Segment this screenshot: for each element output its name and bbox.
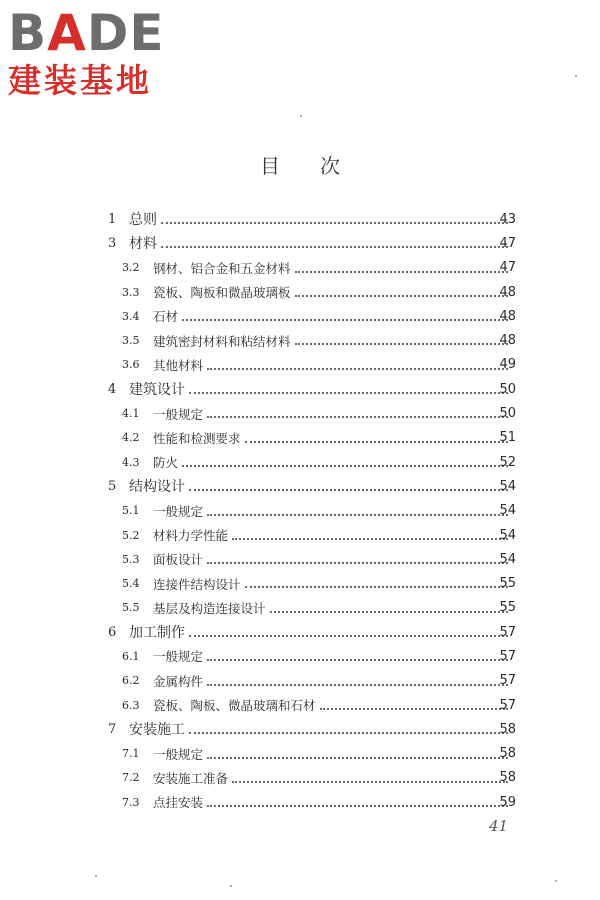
toc-entry-page: 57 bbox=[499, 624, 516, 640]
toc-entry-page: 55 bbox=[499, 576, 516, 592]
toc-leader-dots bbox=[270, 611, 508, 613]
toc-entry-page: 43 bbox=[499, 211, 516, 227]
toc-chapter-entry bbox=[0, 717, 600, 741]
toc-section-entry bbox=[0, 644, 600, 668]
toc-leader-dots bbox=[189, 392, 508, 394]
toc-entry-title: 其他材料 bbox=[153, 357, 204, 373]
toc-entry-page: 57 bbox=[499, 673, 516, 689]
toc-entry-page: 48 bbox=[499, 308, 516, 324]
toc-entry-page: 54 bbox=[499, 551, 516, 567]
toc-entry-title: 安装施工 bbox=[129, 722, 185, 739]
toc-section-entry bbox=[0, 499, 600, 523]
toc-leader-dots bbox=[207, 659, 508, 661]
toc-entry-title: 瓷板、陶板和微晶玻璃板 bbox=[153, 285, 291, 301]
toc-entry-number: 5.1 bbox=[122, 504, 140, 518]
toc-entry-number: 6 bbox=[108, 624, 117, 640]
toc-entry-title: 钢材、铝合金和五金材料 bbox=[153, 260, 291, 276]
toc-entry-number: 4.2 bbox=[122, 431, 140, 445]
toc-entry-page: 54 bbox=[499, 478, 516, 494]
toc-entry-title: 瓷板、陶板、微晶玻璃和石材 bbox=[153, 698, 316, 714]
toc-leader-dots bbox=[295, 295, 508, 297]
toc-leader-dots bbox=[320, 708, 508, 710]
toc-section-entry bbox=[0, 523, 600, 547]
toc-entry-number: 5.4 bbox=[122, 577, 140, 591]
toc-entry-number: 6.3 bbox=[122, 698, 140, 712]
toc-entry-number: 6.2 bbox=[122, 674, 140, 688]
toc-leader-dots bbox=[232, 538, 508, 540]
toc-entry-page: 48 bbox=[499, 333, 516, 349]
toc-entry-number: 3.5 bbox=[122, 334, 140, 348]
scan-speck bbox=[300, 115, 302, 117]
toc-entry-title: 防火 bbox=[153, 455, 179, 471]
toc-entry-page: 48 bbox=[499, 284, 516, 300]
toc-leader-dots bbox=[295, 271, 508, 273]
toc-entry-title: 加工制作 bbox=[129, 625, 185, 642]
toc-entry-title: 面板设计 bbox=[153, 552, 204, 568]
toc-chapter-entry bbox=[0, 620, 600, 644]
toc-entry-page: 47 bbox=[499, 235, 516, 251]
toc-entry-number: 4.3 bbox=[122, 455, 140, 469]
toc-section-entry bbox=[0, 450, 600, 474]
toc-entry-title: 一般规定 bbox=[153, 503, 204, 519]
toc-leader-dots bbox=[232, 781, 508, 783]
toc-entry-number: 6.1 bbox=[122, 649, 140, 663]
toc-section-entry bbox=[0, 571, 600, 595]
toc-leader-dots bbox=[207, 562, 508, 564]
toc-entry-number: 3.4 bbox=[122, 309, 140, 323]
logo-subtitle: 建装基地 bbox=[8, 61, 152, 100]
toc-leader-dots bbox=[182, 319, 508, 321]
toc-entry-title: 材料力学性能 bbox=[153, 528, 229, 543]
toc-entry-number: 5 bbox=[108, 478, 117, 494]
toc-section-entry bbox=[0, 742, 600, 766]
toc-entry-number: 3.6 bbox=[122, 358, 140, 372]
toc-leader-dots bbox=[207, 684, 508, 686]
toc-entry-page: 54 bbox=[499, 527, 516, 543]
toc-entry-title: 一般规定 bbox=[153, 406, 204, 422]
toc-entry-title: 基层及构造连接设计 bbox=[153, 600, 266, 616]
scan-speck bbox=[230, 885, 232, 887]
toc-entry-page: 55 bbox=[499, 600, 516, 616]
toc-leader-dots bbox=[189, 732, 508, 734]
toc-leader-dots bbox=[207, 368, 508, 370]
toc-leader-dots bbox=[207, 416, 508, 418]
toc-entry-number: 4 bbox=[108, 381, 117, 397]
toc-entry-page: 49 bbox=[499, 357, 516, 373]
toc-entry-number: 7 bbox=[108, 721, 117, 737]
scan-speck bbox=[575, 75, 577, 77]
bade-logo bbox=[8, 6, 188, 100]
toc-entry-title: 结构设计 bbox=[129, 479, 185, 496]
toc-entry-number: 7.2 bbox=[122, 771, 140, 785]
toc-section-entry bbox=[0, 280, 600, 304]
toc-leader-dots bbox=[182, 465, 508, 467]
toc-entry-number: 1 bbox=[108, 211, 117, 227]
page-number: 41 bbox=[489, 817, 509, 835]
toc-leader-dots bbox=[189, 635, 508, 637]
logo-letters-de: DE bbox=[86, 4, 165, 62]
toc-entry-number: 5.3 bbox=[122, 552, 140, 566]
scan-speck bbox=[555, 880, 557, 882]
logo-wordmark bbox=[8, 6, 188, 60]
toc-entry-page: 58 bbox=[499, 770, 516, 786]
toc-entry-title: 点挂安装 bbox=[153, 795, 204, 811]
toc-section-entry bbox=[0, 304, 600, 328]
toc-entry-title: 一般规定 bbox=[153, 746, 204, 762]
toc-section-entry bbox=[0, 256, 600, 280]
toc-leader-dots bbox=[245, 586, 508, 588]
table-of-contents bbox=[0, 207, 600, 814]
toc-entry-number: 3.3 bbox=[122, 285, 140, 299]
toc-section-entry bbox=[0, 669, 600, 693]
toc-entry-page: 57 bbox=[499, 648, 516, 664]
toc-chapter-entry bbox=[0, 231, 600, 255]
toc-entry-number: 3.2 bbox=[122, 261, 140, 275]
toc-entry-page: 50 bbox=[499, 406, 516, 422]
toc-entry-number: 4.1 bbox=[122, 407, 140, 421]
toc-leader-dots bbox=[161, 246, 508, 248]
toc-entry-title: 建筑设计 bbox=[129, 382, 185, 399]
toc-entry-page: 50 bbox=[499, 381, 516, 397]
logo-letter-a: A bbox=[47, 4, 87, 62]
toc-entry-title: 连接件结构设计 bbox=[153, 576, 241, 592]
toc-section-entry bbox=[0, 401, 600, 425]
toc-chapter-entry bbox=[0, 207, 600, 231]
toc-entry-page: 59 bbox=[499, 794, 516, 810]
toc-entry-title: 石材 bbox=[153, 309, 179, 325]
toc-section-entry bbox=[0, 328, 600, 352]
toc-entry-page: 54 bbox=[499, 503, 516, 519]
toc-section-entry bbox=[0, 353, 600, 377]
toc-entry-page: 58 bbox=[499, 746, 516, 762]
toc-entry-title: 性能和检测要求 bbox=[153, 430, 241, 446]
toc-entry-title: 安装施工准备 bbox=[153, 770, 229, 786]
toc-entry-title: 总则 bbox=[129, 212, 157, 229]
toc-leader-dots bbox=[295, 343, 508, 345]
toc-entry-number: 3 bbox=[108, 235, 117, 251]
toc-section-entry bbox=[0, 426, 600, 450]
toc-entry-number: 7.1 bbox=[122, 747, 140, 761]
toc-entry-page: 52 bbox=[499, 454, 516, 470]
toc-entry-page: 57 bbox=[499, 697, 516, 713]
toc-section-entry bbox=[0, 766, 600, 790]
logo-letter-b: B bbox=[8, 4, 48, 62]
toc-section-entry bbox=[0, 790, 600, 814]
toc-entry-number: 5.5 bbox=[122, 601, 140, 615]
toc-leader-dots bbox=[245, 441, 508, 443]
toc-leader-dots bbox=[207, 757, 508, 759]
toc-entry-title: 一般规定 bbox=[153, 649, 204, 665]
toc-chapter-entry bbox=[0, 474, 600, 498]
toc-entry-title: 建筑密封材料和粘结材料 bbox=[153, 333, 291, 349]
page-title: 目次 bbox=[260, 154, 380, 178]
toc-leader-dots bbox=[207, 805, 508, 807]
scan-speck bbox=[95, 875, 97, 877]
toc-section-entry bbox=[0, 596, 600, 620]
toc-entry-number: 5.2 bbox=[122, 528, 140, 542]
toc-leader-dots bbox=[161, 222, 508, 224]
toc-entry-title: 金属构件 bbox=[153, 673, 204, 689]
toc-leader-dots bbox=[189, 489, 508, 491]
toc-chapter-entry bbox=[0, 377, 600, 401]
toc-entry-page: 58 bbox=[499, 721, 516, 737]
toc-entry-number: 7.3 bbox=[122, 795, 140, 809]
toc-entry-title: 材料 bbox=[129, 236, 157, 253]
toc-section-entry bbox=[0, 547, 600, 571]
toc-leader-dots bbox=[207, 514, 508, 516]
toc-entry-page: 51 bbox=[499, 430, 516, 446]
toc-section-entry bbox=[0, 693, 600, 717]
toc-entry-page: 47 bbox=[499, 260, 516, 276]
